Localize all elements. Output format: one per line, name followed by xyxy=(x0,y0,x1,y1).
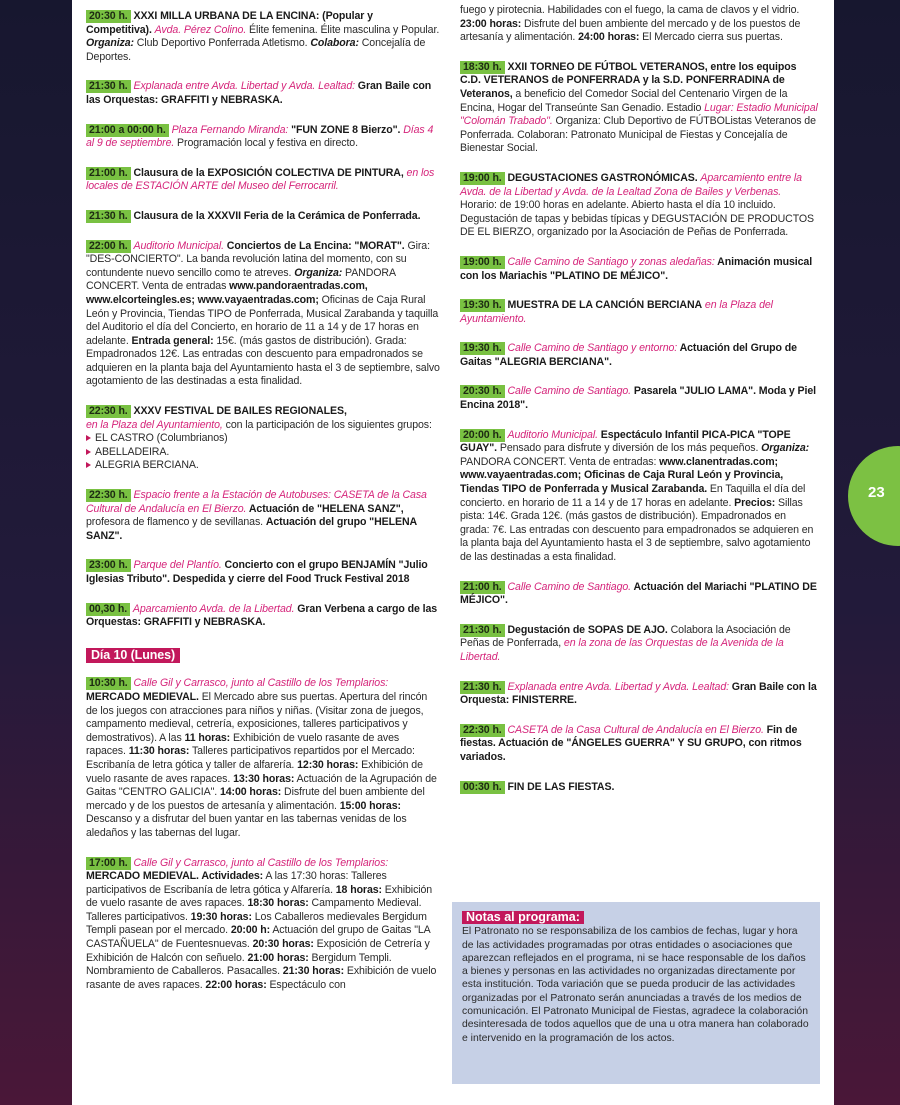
page-number-badge xyxy=(848,446,900,546)
event-item xyxy=(86,603,440,630)
event-text: 21:00 horas: xyxy=(247,951,309,964)
event-time: 21:00 h. xyxy=(86,167,131,180)
page-number: 23 xyxy=(868,484,885,501)
event-time: 19:30 h. xyxy=(460,342,505,355)
event-text: 15€. (más gastos de distribución). Grada: Empadronados 12€. Las entradas con descuento para empadronados se adquieren en la planta baja del Ayuntamiento hasta el 3 de septiembre, salvo agotamiento de las destinadas a esta finalidad. xyxy=(86,334,440,388)
event-text: 18:30 horas: xyxy=(247,897,309,910)
event-text: Precios: xyxy=(734,496,776,509)
event-text: 11:30 horas: xyxy=(128,745,190,758)
event-text: Talleres participativos repartidos por el Mercado: Escribanía de letra gótica y taller de alfarería. xyxy=(86,745,415,771)
event-text: Conciertos de La Encina: "MORAT". xyxy=(223,239,405,252)
event-item xyxy=(460,429,818,565)
event-text: profesora de flamenco y de sevillanas. xyxy=(86,516,266,529)
event-text: PANDORA CONCERT. Venta de entradas: xyxy=(460,455,660,468)
event-place: Calle Camino de Santiago. xyxy=(507,580,632,593)
groups-list xyxy=(86,432,440,473)
event-text: Los Caballeros medievales Bergidum Templi pasean por el mercado. xyxy=(86,910,427,937)
event-place: Calle Camino de Santiago y zonas aledañas: xyxy=(507,255,715,268)
event-place: en la zona de las Orquestas de la Avenida de la Libertad. xyxy=(460,637,784,663)
event-text: a beneficio del Comedor Social del Centenario Virgen de la Encina, Hogar del Transeúnte San Genadio. Estadio xyxy=(460,87,788,114)
event-text: Exposición de Cetrería y Exhibición de Halcón con señuelo. xyxy=(86,938,430,964)
event-text: Colabora: xyxy=(310,37,359,50)
event-text: Concejalía de Deportes. xyxy=(86,37,426,63)
event-time: 22:00 h. xyxy=(86,240,131,253)
event-text: 23:00 horas: xyxy=(460,17,522,30)
right-column xyxy=(460,4,818,810)
day-header: Día 10 (Lunes) xyxy=(86,648,180,664)
event-item xyxy=(86,124,440,151)
event-text: Entrada general: xyxy=(131,334,214,347)
event-text: A las 17:30 horas: Talleres participativos de Escribanía de letra gótica y Alfarería. xyxy=(86,870,387,896)
event-item xyxy=(86,167,440,194)
event-text: Actuación del Mariachi "PLATINO DE MÉJICO". xyxy=(460,580,817,607)
event-text: Actuación de la Agrupación de Gaitas "CENTRO GALICIA". xyxy=(86,772,437,799)
event-text: Horario: de 19:00 horas en adelante. Abierto hasta el día 10 incluido. Degustación de tapas y bebidas típicas y DEGUSTACIÓN DE PRODUCTOS DE EL BIERZO, organizado por la Asociación de Peñas de Ponferrada. xyxy=(460,199,815,239)
event-item xyxy=(460,299,818,326)
event-time: 22:30 h. xyxy=(86,489,131,502)
event-item xyxy=(460,61,818,156)
event-place: Calle Gil y Carrasco, junto al Castillo de los Templarios: xyxy=(133,856,389,869)
event-text: Espectáculo Infantil PICA-PICA "TOPE GUAY". xyxy=(460,428,791,455)
event-item xyxy=(86,857,440,993)
event-text: Organiza: xyxy=(761,442,810,455)
event-text: Disfrute del buen ambiente del mercado y de los puestos de artesanía y alimentación. xyxy=(86,786,425,812)
event-text: Organiza: xyxy=(294,266,343,279)
event-text: XXII TORNEO DE FÚTBOL VETERANOS, entre los equipos C.D. VETERANOS de PONFERRADA y la S.D. PONFERRADINA de Veteranos, xyxy=(460,60,797,100)
event-place: Parque del Plantío. xyxy=(133,559,222,572)
event-time: 00,30 h. xyxy=(86,603,130,616)
event-item xyxy=(86,489,440,543)
program-notes xyxy=(452,902,820,1084)
event-text: MERCADO MEDIEVAL. xyxy=(86,690,199,703)
event-item xyxy=(86,10,440,64)
event-text: Colabora la Asociación de Peñas de Ponferrada, xyxy=(460,623,791,650)
event-text: 13:30 horas: xyxy=(233,772,295,785)
event-item xyxy=(86,210,440,224)
program-page xyxy=(72,0,834,1105)
event-text: Gran Baile con las Orquestas: GRAFFITI y NEBRASKA. xyxy=(86,80,432,106)
event-text: Animación musical con los Mariachis "PLATINO DE MÉJICO". xyxy=(460,255,813,282)
event-place: CASETA de la Casa Cultural de Andalucía en El Bierzo. xyxy=(507,723,764,736)
event-text: 24:00 horas: xyxy=(578,31,640,44)
event-text: Clausura de la XXXVII Feria de la Cerámica de Ponferrada. xyxy=(130,209,421,222)
list-item: ABELLADEIRA. xyxy=(86,446,440,460)
event-festival-bailes xyxy=(86,405,440,473)
events-block-day9-b xyxy=(86,489,440,630)
event-item xyxy=(460,724,818,765)
event-text: fuego y pirotecnia. Habilidades con el fuego, la cama de clavos y el vidrio. xyxy=(460,4,800,16)
event-time: 22:30 h. xyxy=(460,724,505,737)
event-time: 19:30 h. xyxy=(460,299,505,312)
event-text: 18 horas: xyxy=(335,883,382,896)
event-place: Explanada entre Avda. Libertad y Avda. Lealtad: xyxy=(133,80,355,93)
event-text: PANDORA CONCERT. Venta de entradas xyxy=(86,266,396,293)
event-place: en los locales de ESTACIÓN ARTE del Museo del Ferrocarril. xyxy=(86,166,435,193)
event-text: Degustación de SOPAS DE AJO. xyxy=(504,623,668,636)
event-text: 20:00 h: xyxy=(230,924,271,937)
event-time: 23:00 h. xyxy=(86,559,131,572)
event-text: 21:30 horas: xyxy=(282,965,345,978)
notes-title: Notas al programa: xyxy=(462,911,584,924)
event-text: Concierto con el grupo BENJAMÍN "Julio Iglesias Tributo". Despedida y cierre del Food Truck Festival 2018 xyxy=(86,559,428,585)
event-text: Sillas pista: 14€. Grada 12€. (más gastos de distribución). Empadronados en grada: 7€. Las entradas con descuento para empadronados se adquieren en la planta baja del Ayuntamiento hasta el 3 de septiembre, salvo agotamiento de las destinadas a esta finalidad. xyxy=(460,496,814,563)
list-item: EL CASTRO (Columbrianos) xyxy=(86,432,440,446)
event-text: Actuación del grupo de Gaitas "LA CASTAÑUELA" de Fuentesnuevas. xyxy=(86,924,431,951)
event-text: www.pandoraentradas.com, www.elcorteingles.es; www.vayaentradas.com; xyxy=(86,280,368,306)
event-place: Explanada entre Avda. Libertad y Avda. Lealtad: xyxy=(507,680,729,693)
event-text: Organiza: xyxy=(86,37,134,50)
event-text: MERCADO MEDIEVAL. Actividades: xyxy=(86,870,264,883)
event-text: DEGUSTACIONES GASTRONÓMICAS. xyxy=(504,171,698,184)
event-text: www.clanentradas.com; www.vayaentradas.com; Oficinas de Caja Rural León y Provincia, Tiendas TIPO de Ponferrada y Musical Zarabanda. xyxy=(460,455,784,496)
event-text: Gran Baile con la Orquesta: FINISTERRE. xyxy=(460,680,817,707)
event-text: Actuación de "HELENA SANZ", xyxy=(246,502,404,515)
event-text: 19:30 horas: xyxy=(190,910,252,923)
event-title: XXXV FESTIVAL DE BAILES REGIONALES, xyxy=(130,405,347,418)
event-time: 22:30 h. xyxy=(86,405,131,418)
event-place: Calle Camino de Santiago y entorno: xyxy=(507,342,678,355)
event-place: Días 4 al 9 de septiembre. xyxy=(86,123,434,150)
event-place: Aparcamiento entre la Avda. de la Libertad y Avda. de la Lealtad Zona de Bailes y Verbenas. xyxy=(460,171,802,198)
event-time: 21:30 h. xyxy=(86,80,131,93)
list-item: ALEGRIA BERCIANA. xyxy=(86,459,440,473)
event-place: Calle Camino de Santiago. xyxy=(507,385,632,398)
event-place: Calle Gil y Carrasco, junto al Castillo de los Templarios: xyxy=(133,677,389,690)
event-text: 22:00 horas: xyxy=(205,978,267,991)
event-time: 19:00 h. xyxy=(460,172,505,185)
event-text: 14:00 horas: xyxy=(219,786,282,799)
event-time: 21:30 h. xyxy=(460,681,505,694)
event-item xyxy=(460,681,818,708)
event-place: Plaza Fernando Miranda: xyxy=(171,123,289,136)
event-text: 20:30 horas: xyxy=(252,938,314,951)
event-text: Campamento Medieval. Talleres participativos. xyxy=(86,897,422,923)
event-item xyxy=(460,385,818,412)
event-text: Espectáculo con xyxy=(266,978,346,991)
event-text: Pensado para disfrute y diversión de los más pequeños. xyxy=(497,442,762,455)
event-time: 00:30 h. xyxy=(460,781,505,794)
event-item xyxy=(86,559,440,586)
event-text: Disfrute del buen ambiente del mercado y de los puestos de artesanía y alimentación. xyxy=(460,17,801,44)
event-text: Exhibición de vuelo rasante de aves rapaces. xyxy=(86,883,433,910)
event-text: con la participación de los siguientes grupos: xyxy=(222,418,432,431)
event-place: en la Plaza del Ayuntamiento. xyxy=(460,299,773,325)
event-place: Lugar: Estadio Municipal "Colomán Trabado". xyxy=(460,101,818,128)
event-text: Exhibición de vuelo rasante de aves rapaces. xyxy=(86,731,400,758)
events-block-day10 xyxy=(86,677,440,992)
event-item xyxy=(460,624,818,665)
event-text: Actuación del grupo "HELENA SANZ". xyxy=(86,516,417,542)
event-text: Actuación del Grupo de Gaitas "ALEGRIA BERCIANA". xyxy=(460,342,797,368)
events-block-right xyxy=(460,4,818,794)
event-text: MUESTRA DE LA CANCIÓN BERCIANA xyxy=(504,299,703,312)
event-text: Clausura de la EXPOSICIÓN COLECTIVA DE PINTURA, xyxy=(130,166,404,179)
event-text: XXXI MILLA URBANA DE LA ENCINA: (Popular y Competitiva). xyxy=(86,10,373,36)
event-item xyxy=(86,240,440,390)
event-item xyxy=(86,677,440,840)
event-text: El Mercado cierra sus puertas. xyxy=(639,31,783,44)
event-item xyxy=(460,172,818,240)
event-text: Programación local y festiva en directo. xyxy=(174,137,358,150)
event-text: "FUN ZONE 8 Bierzo". xyxy=(288,123,401,136)
event-place: Aparcamiento Avda. de la Libertad. xyxy=(132,602,295,615)
event-text: Gran Verbena a cargo de las Orquestas: GRAFFITI y NEBRASKA. xyxy=(86,602,438,629)
event-text: 12:30 horas: xyxy=(297,758,359,771)
event-time: 10:30 h. xyxy=(86,677,131,690)
event-place: Avda. Pérez Colino. xyxy=(154,23,247,36)
event-text: Gira: "DES-CONCIERTO". La banda revolución latina del momento, con su contundente nuevo sencillo como te atreves. xyxy=(86,239,430,279)
event-time: 21:30 h. xyxy=(86,210,131,223)
event-text: 11 horas: xyxy=(184,731,231,744)
event-time: 19:00 h. xyxy=(460,256,505,269)
event-time: 20:00 h. xyxy=(460,429,505,442)
event-text: Oficinas de Caja Rural León y Provincia, Tiendas TIPO de Ponferrada, Musical Zarabanda y taquilla del Auditorio el día del Concierto, en horario de 11 a 14 y de 17 horas en adelante. xyxy=(86,293,439,347)
event-item xyxy=(460,4,818,45)
event-item xyxy=(86,80,440,107)
event-text: Organiza: Club Deportivo de FÚTBOListas Veteranos de Ponferrada. Colaboran: Patronato Municipal de Fiestas y Concejalía de Bienestar Social. xyxy=(460,115,816,155)
event-time: 18:30 h. xyxy=(460,61,505,74)
event-time: 20:30 h. xyxy=(86,10,131,23)
event-item xyxy=(460,256,818,283)
event-time: 21:30 h. xyxy=(460,624,505,637)
event-place: en la Plaza del Ayuntamiento, xyxy=(86,418,223,431)
event-time: 21:00 h. xyxy=(460,581,505,594)
event-text: FIN DE LAS FIESTAS. xyxy=(504,780,615,793)
event-text: Exhibición de vuelo rasante de aves rapaces. xyxy=(86,758,423,785)
event-text: Descanso y a disfrutar del buen yantar en las tabernas venidas de los aledaños y las tabernas del lugar. xyxy=(86,813,407,839)
event-text: Pasarela "JULIO LAMA". Moda y Piel Encina 2018". xyxy=(460,385,816,412)
event-text: Élite femenina. Élite masculina y Popular. xyxy=(246,23,440,36)
event-item xyxy=(460,581,818,608)
event-place: Auditorio Municipal. xyxy=(133,239,224,252)
event-text: Club Deportivo Ponferrada Atletismo. xyxy=(133,37,311,50)
event-text: Bergidum Templi. Nombramiento de Caballeros. Pasacalles. xyxy=(86,951,392,978)
event-text: El Mercado abre sus puertas. Apertura del rincón de los juegos con atracciones para niños y niñas. (Visitar zona de juegos, campamento medieval, cetrería, exposiciones, talleres participativos y demostrativos). A las xyxy=(86,690,428,744)
event-text: En Taquilla el día del concierto. en horario de 11 a 14 y de 17 horas en adelante. xyxy=(460,483,806,509)
event-time: 20:30 h. xyxy=(460,385,505,398)
event-place: Auditorio Municipal. xyxy=(507,428,598,441)
events-block-day9-a xyxy=(86,10,440,389)
event-text: Exhibición de vuelo rasante de aves rapaces. xyxy=(86,965,437,991)
event-item xyxy=(460,342,818,369)
event-text: Fin de fiestas. Actuación de "ÁNGELES GUERRA" Y SU GRUPO, con ritmos variados. xyxy=(460,723,802,763)
event-time: 21:00 a 00:00 h. xyxy=(86,124,169,137)
left-column xyxy=(86,10,440,1008)
event-text: 15:00 horas: xyxy=(339,799,401,812)
notes-body: El Patronato no se responsabiliza de los cambios de fechas, lugar y hora de las actividades programadas por otras entidades o asociaciones que aparezcan reflejados en el programa, ni se hace responsable de los daños a bienes y personas en las actividades no organizadas directamente por esta institución. Toda variación que se pueda producir de las actividades organizadas por el Patronato serán anunciadas a través de los medios de comunicación. El Patronato Municipal de Fiestas, agradece la colaboración desinteresada de todos aquellos que de una u otra manera han colaborado e intervenido en la programación de los actos. xyxy=(462,926,809,1044)
event-place: Espacio frente a la Estación de Autobuses: CASETA de la Casa Cultural de Andalucía en El Bierzo. xyxy=(86,489,427,515)
event-item xyxy=(460,781,818,795)
event-time: 17:00 h. xyxy=(86,857,131,870)
